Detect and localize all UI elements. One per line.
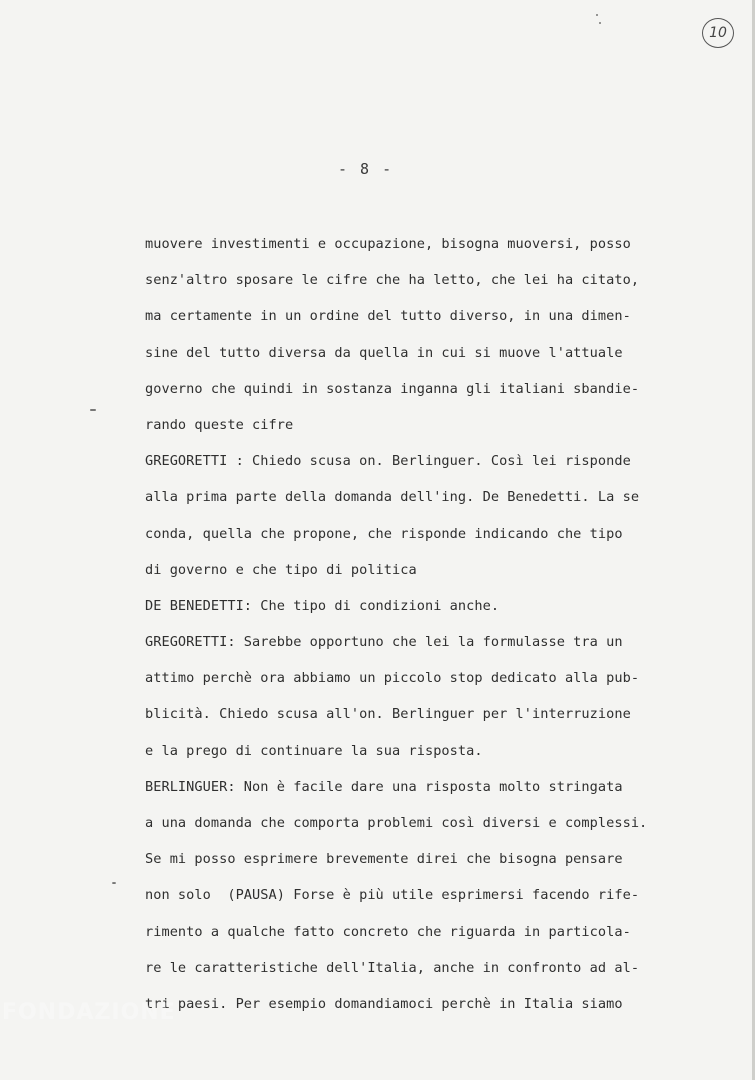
page-number: - 8 - <box>338 160 394 178</box>
text-line: attimo perchè ora abbiamo un piccolo stop dedicato alla pub- <box>145 670 640 687</box>
typewritten-text <box>145 232 705 1028</box>
text-line: di governo e che tipo di politica <box>145 561 417 578</box>
text-line: ma certamente in un ordine del tutto diverso, in una dimen- <box>145 308 631 325</box>
text-line: re le caratteristiche dell'Italia, anche in confronto ad al- <box>145 959 640 976</box>
text-line: e la prego di continuare la sua risposta. <box>145 742 483 759</box>
ink-speck <box>596 14 598 16</box>
text-line: governo che quindi in sostanza inganna gli italiani sbandie- <box>145 380 640 397</box>
text-line: senz'altro sposare le cifre che ha letto, che lei ha citato, <box>145 272 640 289</box>
margin-mark <box>90 409 96 411</box>
text-line: sine del tutto diversa da quella in cui si muove l'attuale <box>145 344 623 361</box>
text-line: rimento a qualche fatto concreto che riguarda in particola- <box>145 923 631 940</box>
text-line: rando queste cifre <box>145 416 294 433</box>
archive-watermark: FONDAZIONE <box>2 1000 176 1025</box>
text-line: non solo (PAUSA) Forse è più utile esprimersi facendo rife- <box>145 887 640 904</box>
archive-page-number: 10 <box>702 18 734 48</box>
text-line: BERLINGUER: Non è facile dare una risposta molto stringata <box>145 778 623 795</box>
margin-mark <box>112 882 116 884</box>
text-line: alla prima parte della domanda dell'ing. De Benedetti. La se <box>145 489 640 506</box>
text-line: tri paesi. Per esempio domandiamoci perchè in Italia siamo <box>145 995 623 1012</box>
text-line: blicità. Chiedo scusa all'on. Berlinguer per l'interruzione <box>145 706 631 723</box>
text-line: Se mi posso esprimere brevemente direi che bisogna pensare <box>145 851 623 868</box>
text-line: conda, quella che propone, che risponde indicando che tipo <box>145 525 623 542</box>
text-line: GREGORETTI : Chiedo scusa on. Berlinguer. Così lei risponde <box>145 453 631 470</box>
ink-speck <box>599 22 601 24</box>
text-line: DE BENEDETTI: Che tipo di condizioni anche. <box>145 597 500 614</box>
text-line: muovere investimenti e occupazione, bisogna muoversi, posso <box>145 236 631 252</box>
text-line: a una domanda che comporta problemi così diversi e complessi. <box>145 815 648 831</box>
text-line: GREGORETTI: Sarebbe opportuno che lei la formulasse tra un <box>145 634 623 651</box>
